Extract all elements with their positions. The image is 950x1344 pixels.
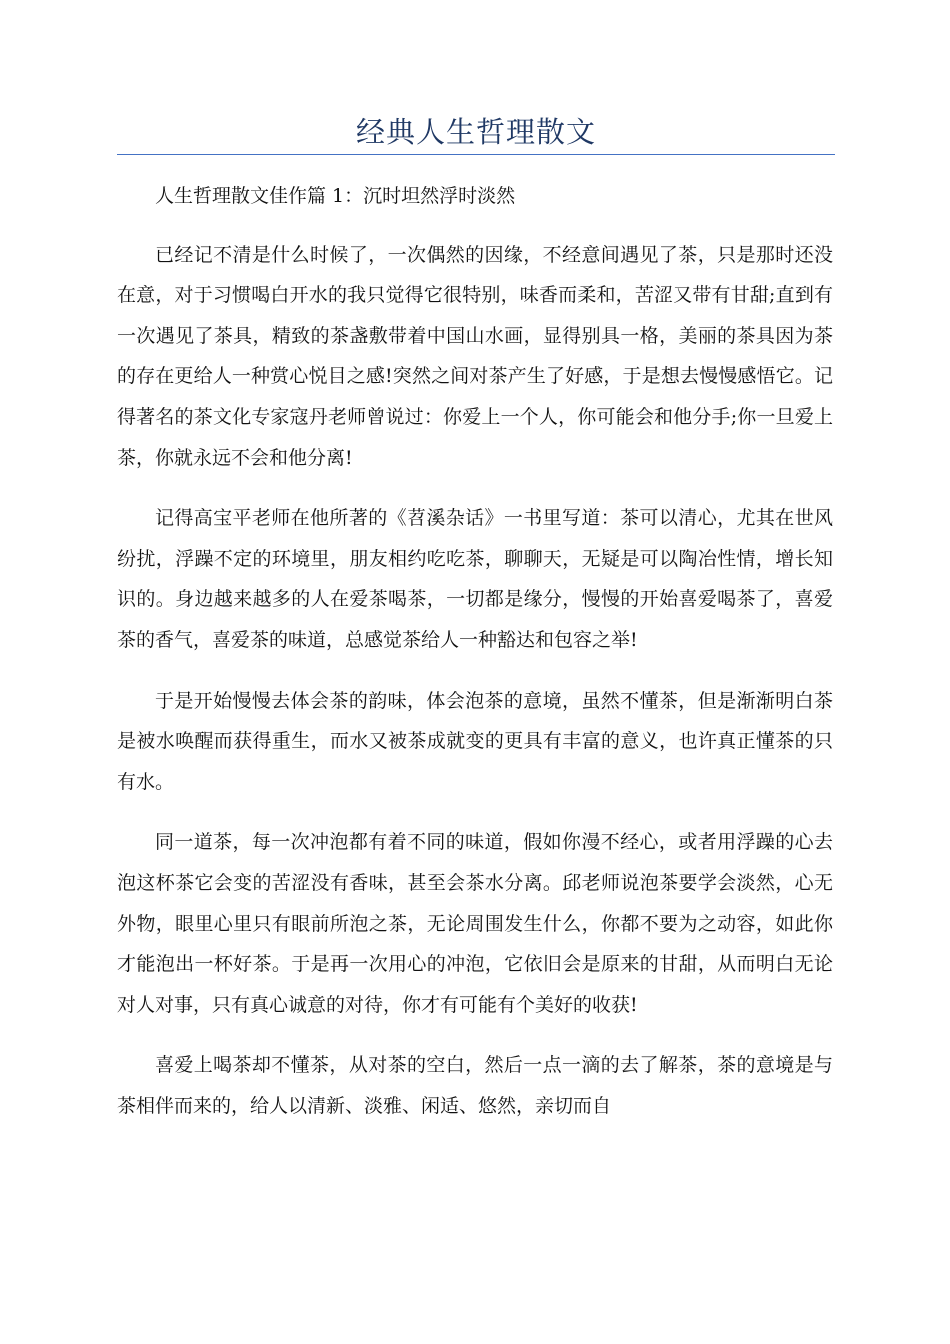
paragraph-4: 同一道茶，每一次冲泡都有着不同的味道，假如你漫不经心，或者用浮躁的心去泡这杯茶它会变的苦涩没有香味，甚至会茶水分离。邱老师说泡茶要学会淡然，心无外物，眼里心里只有眼前所泡之茶，无论周围发生什么，你都不要为之动容，如此你才能泡出一杯好茶。于是再一次用心的冲泡，它依旧会是原来的甘甜，从而明白无论对人对事，只有真心诚意的对待，你才有可能有个美好的收获! (117, 831, 833, 1016)
document-body (117, 176, 833, 1146)
paragraph-3: 于是开始慢慢去体会茶的韵味，体会泡茶的意境，虽然不懂茶，但是渐渐明白茶是被水唤醒而获得重生，而水又被茶成就变的更具有丰富的意义，也许真正懂茶的只有水。 (117, 689, 833, 793)
paragraph-2: 记得高宝平老师在他所著的《苕溪杂话》一书里写道：茶可以清心，尤其在世风纷扰，浮躁不定的环境里，朋友相约吃吃茶，聊聊天，无疑是可以陶冶性情，增长知识的。身边越来越多的人在爱茶喝茶，一切都是缘分，慢慢的开始喜爱喝茶了，喜爱茶的香气，喜爱茶的味道，总感觉茶给人一种豁达和包容之举! (117, 507, 833, 651)
title-underline (117, 154, 835, 155)
paragraph-1: 已经记不清是什么时候了，一次偶然的因缘，不经意间遇见了茶，只是那时还没在意，对于习惯喝白开水的我只觉得它很特别，味香而柔和，苦涩又带有甘甜;直到有一次遇见了茶具，精致的茶盏敷带着中国山水画，显得别具一格，美丽的茶具因为茶的存在更给人一种赏心悦目之感!突然之间对茶产生了好感，于是想去慢慢感悟它。记得著名的茶文化专家寇丹老师曾说过：你爱上一个人，你可能会和他分手;你一旦爱上茶，你就永远不会和他分离! (117, 243, 833, 469)
section-heading: 人生哲理散文佳作篇 1：沉时坦然浮时淡然 (155, 185, 516, 207)
document-title: 经典人生哲理散文 (355, 115, 596, 149)
paragraph-5: 喜爱上喝茶却不懂茶，从对茶的空白，然后一点一滴的去了解茶，茶的意境是与茶相伴而来的，给人以清新、淡雅、闲适、悠然，亲切而自 (117, 1054, 833, 1117)
